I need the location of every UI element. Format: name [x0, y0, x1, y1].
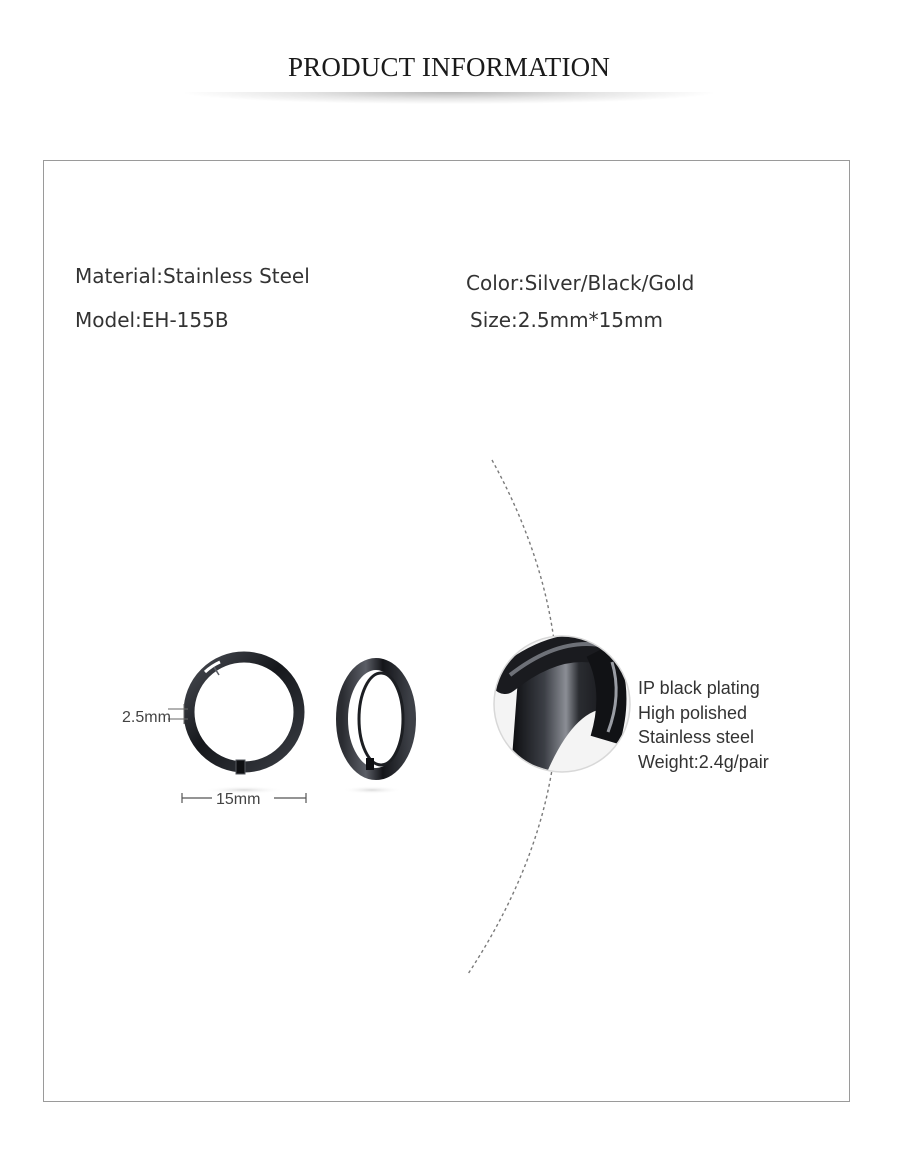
title-underline-shadow	[185, 92, 713, 104]
diameter-dimension	[182, 791, 306, 808]
hoop-front-view	[189, 657, 299, 794]
hoop-side-view	[342, 664, 410, 794]
thickness-label: 2.5mm	[122, 709, 171, 726]
thickness-dimension	[122, 704, 188, 726]
spec-material: Material:Stainless Steel	[75, 264, 310, 288]
feature-list	[638, 676, 769, 774]
feature-item-plating: IP black plating	[638, 678, 760, 698]
spec-size: Size:2.5mm*15mm	[470, 308, 663, 332]
spec-model: Model:EH-155B	[75, 308, 229, 332]
spec-color: Color:Silver/Black/Gold	[466, 271, 695, 295]
feature-item-weight: Weight:2.4g/pair	[638, 751, 769, 772]
zoom-magnifier	[494, 636, 630, 772]
feature-item-polish: High polished	[638, 702, 748, 723]
diameter-label: 15mm	[216, 791, 261, 808]
page-title: PRODUCT INFORMATION	[287, 52, 611, 82]
feature-item-material: Stainless steel	[638, 727, 755, 747]
